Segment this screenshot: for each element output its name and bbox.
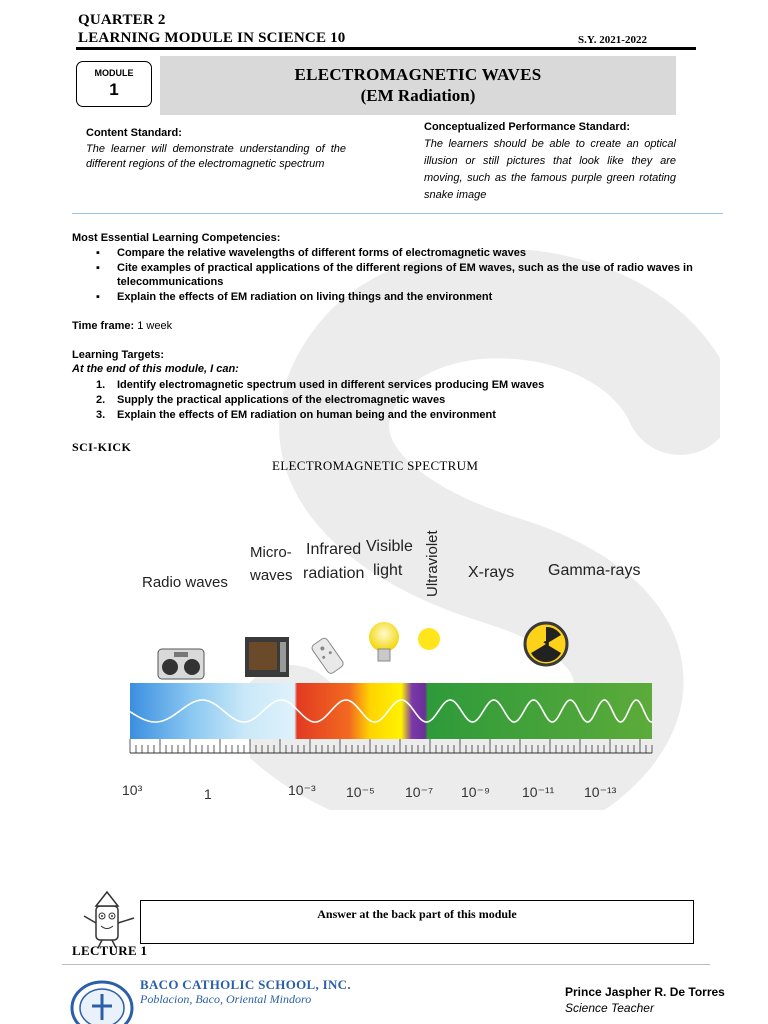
scale-label: 10⁻¹¹ [522, 784, 555, 800]
label-infrared-2: radiation [303, 565, 365, 582]
learning-target-item [96, 393, 716, 408]
time-frame-label: Time frame: [72, 320, 135, 332]
competency-item: ▪ Explain the effects of EM radiation on living things and the environment [96, 290, 726, 305]
sun-icon [418, 628, 440, 650]
label-x-rays: X-rays [468, 564, 515, 581]
label-gamma-rays: Gamma-rays [548, 562, 641, 579]
answer-note-box [140, 900, 694, 944]
target-text: Identify electromagnetic spectrum used in different services producing EM waves [117, 379, 545, 391]
target-text: Supply the practical applications of the electromagnetic waves [117, 394, 446, 406]
content-standard-text: The learner will demonstrate understanding of the different regions of the electromagnetic spectrum [86, 143, 346, 170]
module-badge [76, 61, 152, 107]
school-name: BACO CATHOLIC SCHOOL, INC. [140, 977, 351, 992]
em-spectrum-figure [90, 487, 690, 817]
page-title: ELECTROMAGNETIC WAVES [294, 65, 542, 84]
label-microwaves-1: Micro- [250, 544, 292, 561]
competency-item: ▪ Cite examples of practical applications of the different regions of EM waves, such as the use of radio waves in telecommunications [96, 261, 726, 290]
footer-rule [62, 964, 710, 965]
learning-target-item [96, 378, 716, 393]
light-bulb-icon [369, 622, 399, 661]
scale-label: 10⁻⁵ [346, 784, 375, 800]
target-text: Explain the effects of EM radiation on human being and the environment [117, 409, 496, 421]
remote-control-icon [310, 637, 344, 675]
performance-standard-text: The learners should be able to create an optical illusion or still pictures that look like they are moving, such as the famous purple green rotating snake image [424, 138, 676, 201]
label-microwaves-2: waves [250, 567, 293, 584]
label-visible-1: Visible [366, 538, 413, 555]
radio-icon [158, 649, 204, 679]
time-frame [72, 320, 172, 332]
scale-label: 1 [204, 786, 212, 802]
scale-label: 10³ [122, 782, 143, 798]
title-band [160, 56, 676, 115]
scale-label: 10⁻⁹ [461, 784, 490, 800]
learning-targets-heading: Learning Targets: [72, 349, 165, 361]
competency-item: ▪ Compare the relative wavelengths of different forms of electromagnetic waves [96, 246, 726, 261]
learning-targets-list [96, 378, 716, 423]
scale-label: 10⁻⁷ [405, 784, 434, 800]
school-year: S.Y. 2021-2022 [578, 34, 647, 46]
sci-kick-heading: SCI-KICK [72, 440, 132, 454]
spectrum-title: ELECTROMAGNETIC SPECTRUM [272, 458, 479, 473]
pencil-mascot-icon [76, 888, 146, 950]
target-number: 2. [96, 394, 106, 406]
target-number: 3. [96, 409, 106, 421]
school-address: Poblacion, Baco, Oriental Mindoro [140, 992, 312, 1006]
module-badge-number: 1 [109, 80, 119, 99]
performance-standard-heading: Conceptualized Performance Standard: [424, 121, 630, 133]
scale-label: 10⁻³ [288, 782, 316, 798]
module-badge-label: MODULE [94, 68, 134, 78]
module-subject-line: LEARNING MODULE IN SCIENCE 10 [78, 30, 346, 46]
microwave-oven-icon [245, 637, 289, 677]
lecture-heading: LECTURE 1 [72, 943, 148, 958]
quarter-label: QUARTER 2 [78, 12, 166, 28]
target-number: 1. [96, 379, 106, 391]
scale-label: 10⁻¹³ [584, 784, 617, 800]
competencies-list [96, 246, 726, 304]
answer-note-text: Answer at the back part of this module [317, 907, 517, 921]
school-seal-icon [70, 978, 134, 1024]
learning-target-item [96, 408, 716, 423]
spectrum-band [130, 683, 652, 739]
section-divider [72, 213, 723, 214]
time-frame-value: 1 week [137, 320, 173, 332]
label-ultraviolet: Ultraviolet [424, 530, 441, 597]
competencies-heading: Most Essential Learning Competencies: [72, 232, 281, 244]
header-rule [76, 47, 696, 50]
label-visible-2: light [373, 562, 403, 579]
radiation-hazard-icon [525, 623, 567, 665]
label-infrared-1: Infrared [306, 541, 362, 558]
learning-targets-intro: At the end of this module, I can: [72, 363, 239, 375]
teacher-role: Science Teacher [565, 1001, 654, 1015]
page-subtitle: (EM Radiation) [360, 86, 476, 105]
label-radio-waves: Radio waves [142, 574, 228, 591]
content-standard-heading: Content Standard: [86, 127, 182, 139]
teacher-name: Prince Jaspher R. De Torres [565, 985, 725, 999]
ruler-ticks [130, 739, 652, 753]
